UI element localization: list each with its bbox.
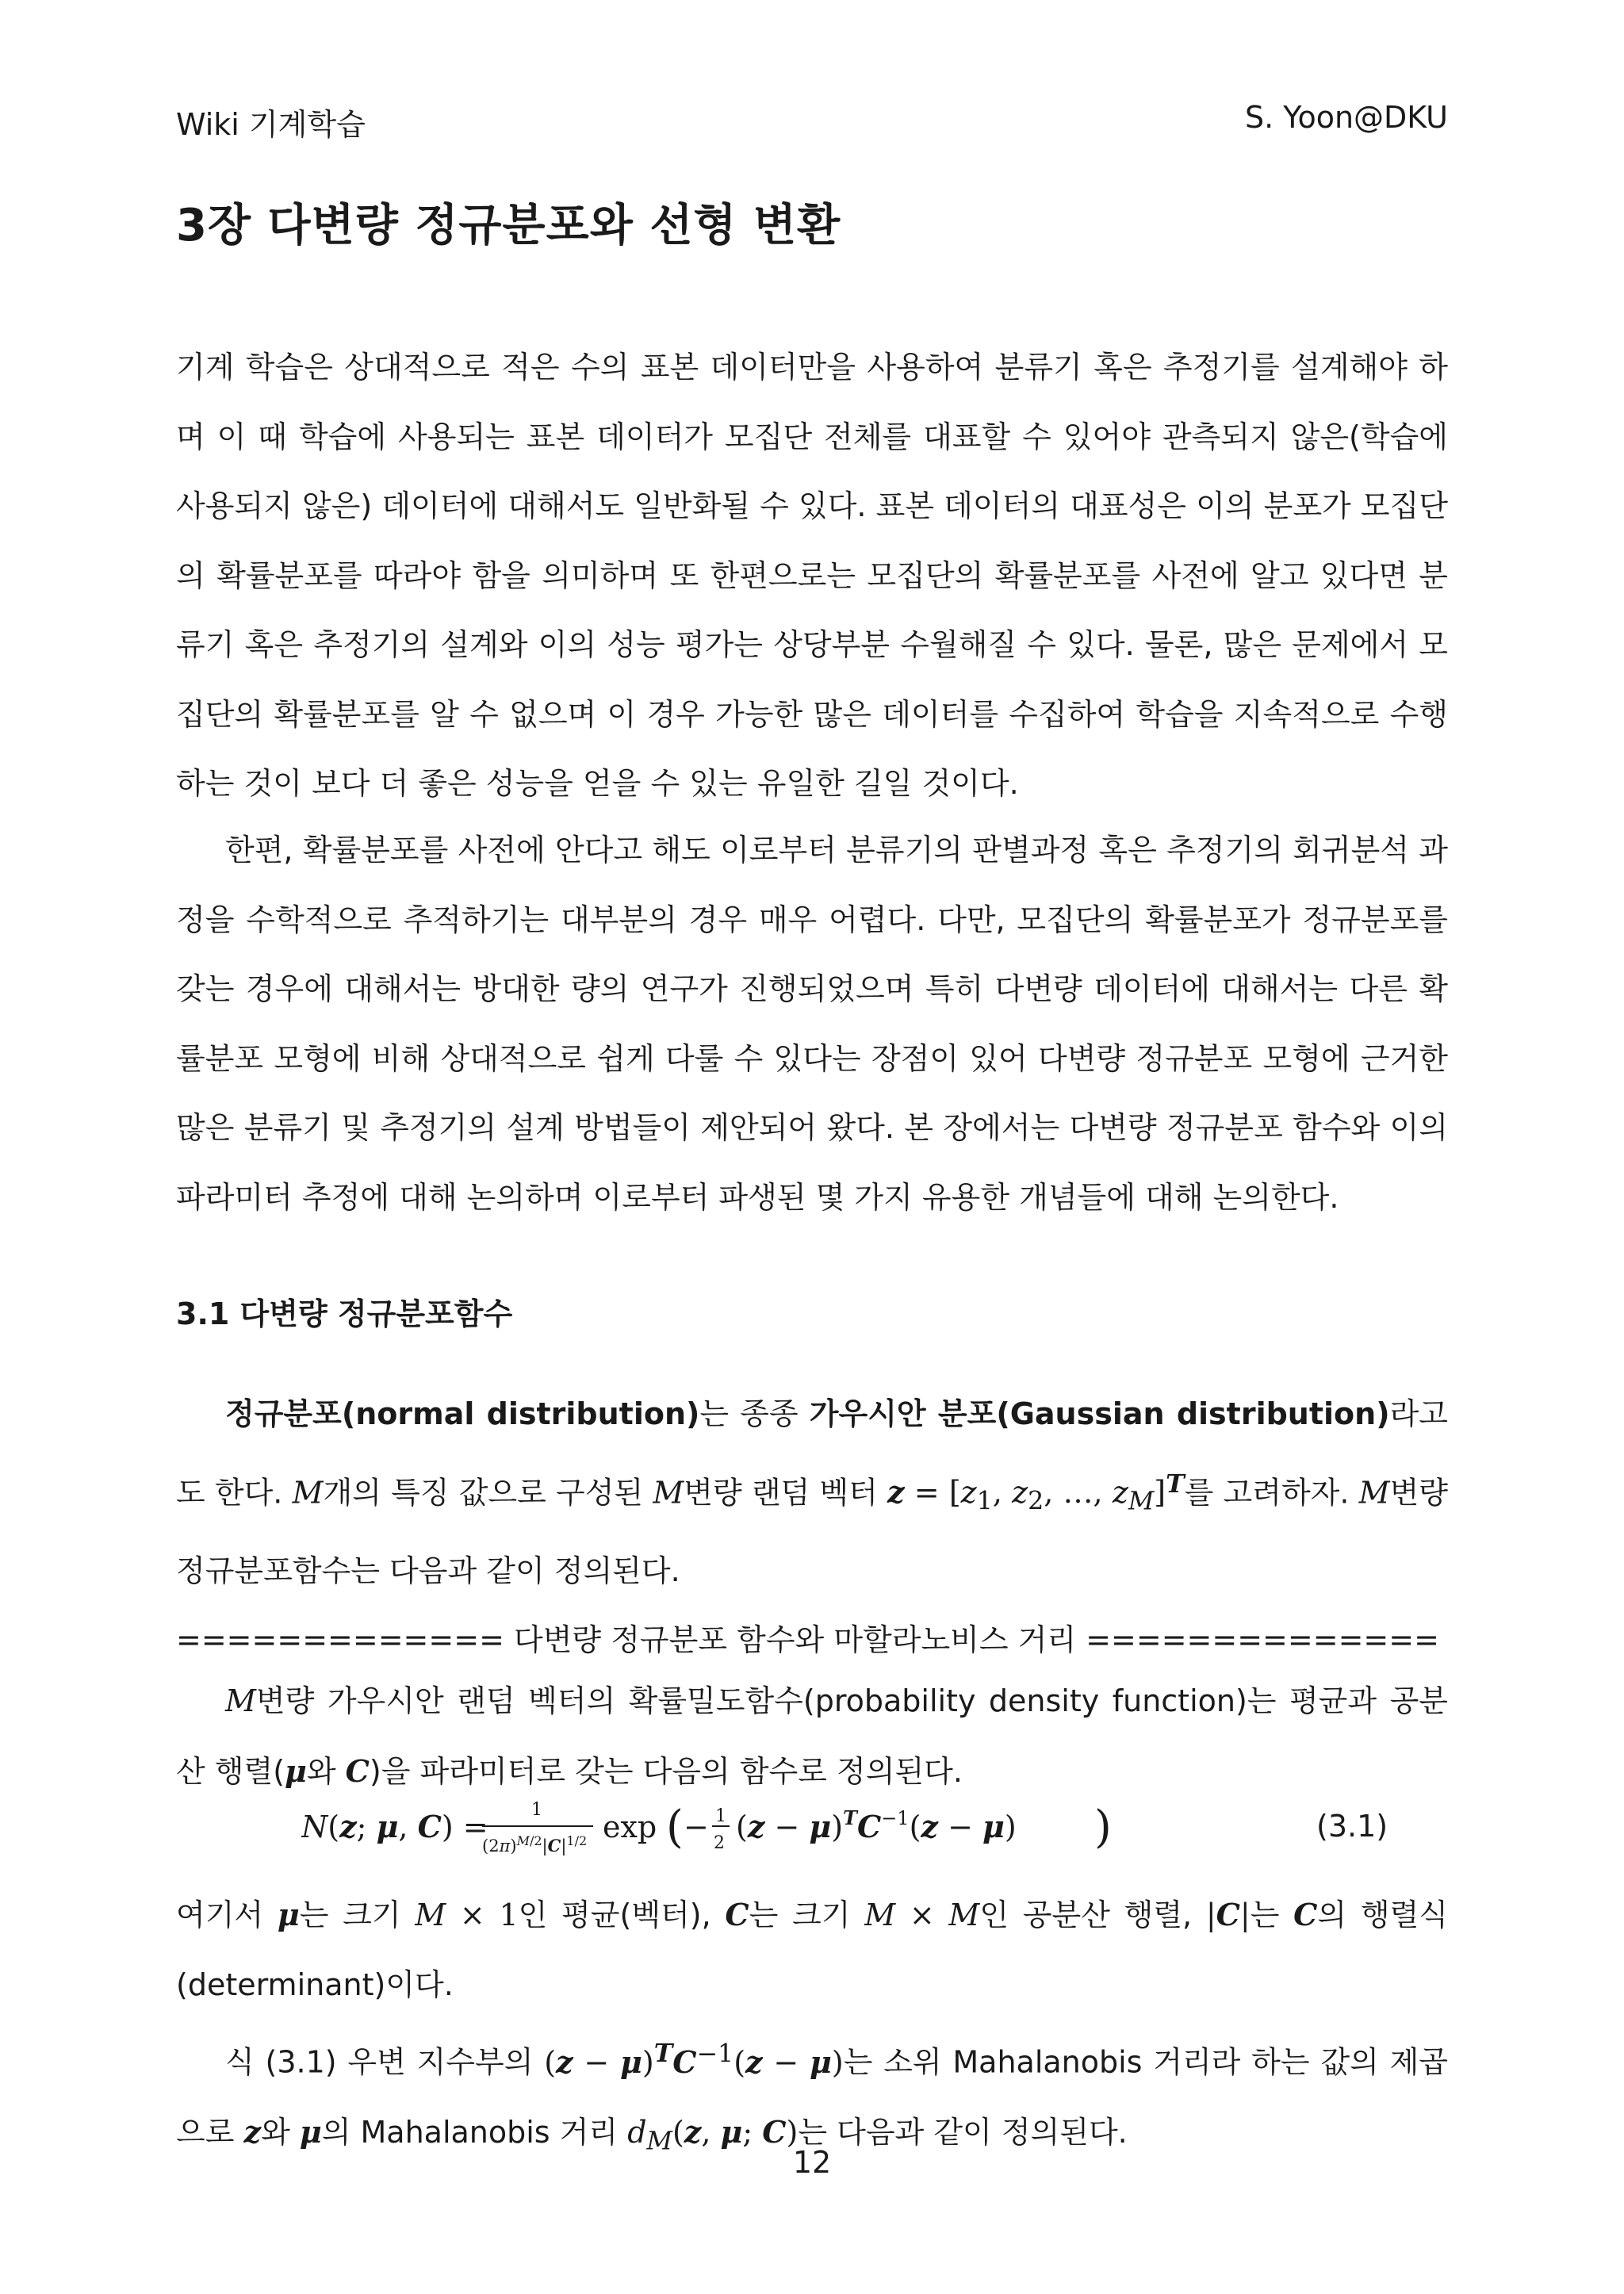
- section-paragraph: 정규분포(normal distribution)는 종종 가우시안 분포(Gaussian distribution)라고도 한다. M개의 특징 값으로 구성된 M변량 랜덤 벡터 $z = [z_1$, $z_2$, …, $z_M]^T$를 고려하자. M변량 정규분포함수는 다음과 같이 정의된다.: [176, 1396, 1448, 1589]
- svg-text:): ): [1094, 1802, 1112, 1853]
- intro-paragraph-2: 한편, 확률분포를 사전에 안다고 해도 이로부터 분류기의 판별과정 혹은 추정기의 회귀분석 과정을 수학적으로 추적하기는 대부분의 경우 매우 어렵다. 다만, 모집단의 확률분포가 정규분포를 갖는 경우에 대해서는 방대한 량의 연구가 진행되었으며 특히 다변량 데이터에 대해서는 다른 확률분포 모형에 비해 상대적으로 쉽게 다룰 수 있다는 장점이 있어 다변량 정규분포 모형에 근거한 많은 분류기 및 추정기의 설계 방법들이 제안되어 왔다. 본 장에서는 다변량 정규분포 함수와 이의 파라미터 추정에 대해 논의하며 이로부터 파생된 몇 가지 유용한 개념들에 대해 논의한다.: [176, 833, 1448, 1215]
- svg-text:(z − μ)TC−1(z − μ): $(z - \mu)^TC^{-1}(z - \mu)$: [736, 1806, 1017, 1844]
- section-title: 3.1 다변량 정규분포함수: [176, 1296, 513, 1331]
- box-divider: ============= 다변량 정규분포 함수와 마할라노비스 거리 ==============: [176, 1622, 1439, 1657]
- running-header-left: Wiki 기계학습: [176, 107, 366, 142]
- svg-text:exp: exp: [603, 1810, 657, 1844]
- equation-number: (3.1): [1316, 1809, 1388, 1844]
- random-vector-formula: $z = [z_1$, $z_2$, …, $z_M]^T$: [887, 1469, 1185, 1516]
- svg-text:N(z; μ, C) =: N(z; μ, C) =: [301, 1809, 488, 1844]
- svg-text:(: (: [666, 1802, 684, 1853]
- svg-text:2: 2: [714, 1833, 725, 1853]
- running-header-right: S. Yoon@DKU: [1245, 100, 1448, 135]
- equation-explanation: 여기서 μ는 크기 M × 1인 평균(벡터), C는 크기 M × M인 공분산 행렬, |C|는 C의 행렬식(determinant)이다.: [176, 1897, 1448, 2002]
- definition-paragraph: M변량 가우시안 랜덤 벡터의 확률밀도함수(probability density function)는 평균과 공분산 행렬(μ와 C)을 파라미터로 갖는 다음의 함수로 정의된다.: [176, 1683, 1448, 1789]
- term-normal-distribution: 정규분포(normal distribution): [225, 1396, 700, 1431]
- mahalanobis-paragraph: 식 (3.1) 우변 지수부의 $(z - \mu)^TC^{-1}(z - \mu)$는 소위 Mahalanobis 거리라 하는 값의 제곱으로 z와 μ의 Mahalanobis 거리 $d_M(z$, μ; C)는 다음과 같이 정의된다.: [176, 2039, 1449, 2156]
- gaussian-pdf-formula: [301, 1791, 1253, 1863]
- box-title: 다변량 정규분포 함수와 마할라노비스 거리: [514, 1622, 1077, 1657]
- term-gaussian-distribution: 가우시안 분포(Gaussian distribution): [809, 1396, 1390, 1431]
- chapter-title: 3장 다변량 정규분포와 선형 변환: [176, 200, 841, 251]
- svg-text:−: −: [684, 1810, 709, 1844]
- equation-3-1: [301, 1791, 1253, 1863]
- intro-paragraph-1: 기계 학습은 상대적으로 적은 수의 표본 데이터만을 사용하여 분류기 혹은 추정기를 설계해야 하며 이 때 학습에 사용되는 표본 데이터가 모집단 전체를 대표할 수 있어야 관측되지 않은(학습에 사용되지 않은) 데이터에 대해서도 일반화될 수 있다. 표본 데이터의 대표성은 이의 분포가 모집단의 확률분포를 따라야 함을 의미하며 또 한편으로는 모집단의 확률분포를 사전에 알고 있다면 분류기 혹은 추정기의 설계와 이의 성능 평가는 상당부분 수월해질 수 있다. 물론, 많은 문제에서 모집단의 확률분포를 알 수 없으며 이 경우 가능한 많은 데이터를 수집하여 학습을 지속적으로 수행하는 것이 보다 더 좋은 성능을 얻을 수 있는 유일한 길일 것이다.: [176, 350, 1448, 801]
- svg-text:1: 1: [531, 1800, 542, 1820]
- page-number: 12: [792, 2145, 832, 2180]
- svg-text:1: 1: [715, 1806, 726, 1826]
- svg-text:(2π)M/2|C|1/2: $(2\pi)^M/2|C|^{1/2}$: [482, 1833, 588, 1855]
